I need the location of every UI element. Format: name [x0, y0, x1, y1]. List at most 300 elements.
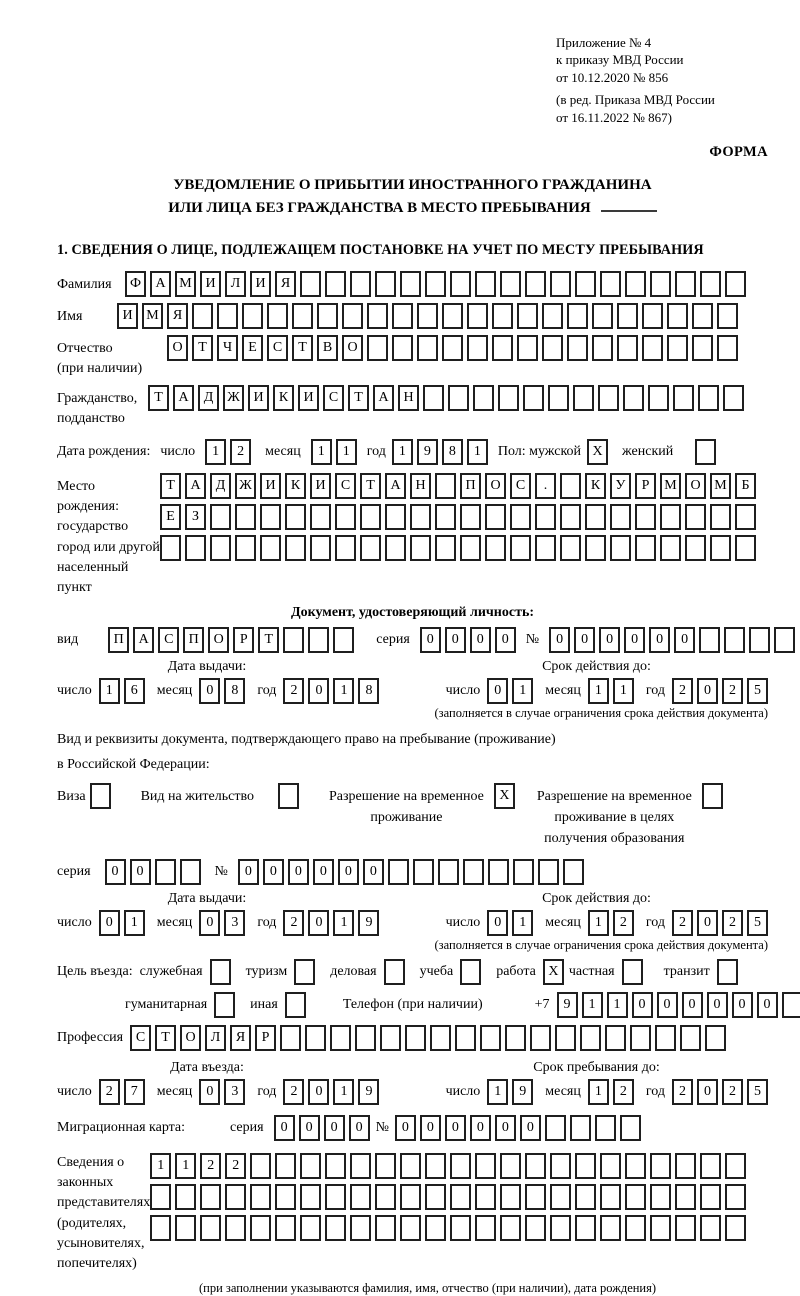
form-cell[interactable]: [385, 535, 406, 561]
form-cell[interactable]: М: [660, 473, 681, 499]
form-cell[interactable]: [417, 303, 438, 329]
form-cell[interactable]: И: [260, 473, 281, 499]
form-cell[interactable]: 9: [358, 910, 379, 936]
form-cell[interactable]: [355, 1025, 376, 1051]
form-cell[interactable]: [160, 535, 181, 561]
form-cell[interactable]: [630, 1025, 651, 1051]
form-cell[interactable]: [325, 1215, 346, 1241]
form-cell[interactable]: 0: [420, 1115, 441, 1141]
form-cell[interactable]: Д: [210, 473, 231, 499]
form-cell[interactable]: [575, 1184, 596, 1210]
form-cell[interactable]: [463, 859, 484, 885]
form-cell[interactable]: [500, 271, 521, 297]
form-cell[interactable]: [525, 1153, 546, 1179]
form-cell[interactable]: [423, 385, 444, 411]
form-cell[interactable]: Т: [192, 335, 213, 361]
form-cell[interactable]: [435, 473, 456, 499]
form-cell[interactable]: П: [108, 627, 129, 653]
form-cell[interactable]: [500, 1215, 521, 1241]
form-cell[interactable]: [724, 627, 745, 653]
form-cell[interactable]: [605, 1025, 626, 1051]
form-cell[interactable]: А: [133, 627, 154, 653]
form-cell[interactable]: С: [510, 473, 531, 499]
form-cell[interactable]: [175, 1184, 196, 1210]
form-cell[interactable]: О: [485, 473, 506, 499]
form-cell[interactable]: [480, 1025, 501, 1051]
form-cell[interactable]: [448, 385, 469, 411]
form-cell[interactable]: [225, 1215, 246, 1241]
form-cell[interactable]: [505, 1025, 526, 1051]
form-cell[interactable]: [635, 504, 656, 530]
form-cell[interactable]: 0: [470, 1115, 491, 1141]
form-cell[interactable]: 1: [607, 992, 628, 1018]
form-cell[interactable]: Д: [198, 385, 219, 411]
form-cell[interactable]: 0: [649, 627, 670, 653]
form-cell[interactable]: [425, 1153, 446, 1179]
form-cell[interactable]: Я: [230, 1025, 251, 1051]
form-cell[interactable]: [575, 1215, 596, 1241]
form-cell[interactable]: [260, 504, 281, 530]
form-cell[interactable]: [535, 504, 556, 530]
form-cell[interactable]: 0: [732, 992, 753, 1018]
form-cell[interactable]: [185, 535, 206, 561]
form-cell[interactable]: 1: [333, 1079, 354, 1105]
form-cell[interactable]: 0: [487, 910, 508, 936]
form-cell[interactable]: 0: [657, 992, 678, 1018]
form-cell[interactable]: М: [142, 303, 163, 329]
form-cell[interactable]: [210, 959, 231, 985]
form-cell[interactable]: 5: [747, 1079, 768, 1105]
form-cell[interactable]: [525, 1184, 546, 1210]
form-cell[interactable]: [550, 271, 571, 297]
form-cell[interactable]: [438, 859, 459, 885]
form-cell[interactable]: А: [185, 473, 206, 499]
form-cell[interactable]: [310, 504, 331, 530]
form-cell[interactable]: 8: [442, 439, 463, 465]
form-cell[interactable]: [592, 335, 613, 361]
form-cell[interactable]: [567, 303, 588, 329]
form-cell[interactable]: [525, 1215, 546, 1241]
form-cell[interactable]: 1: [588, 678, 609, 704]
form-cell[interactable]: [650, 1184, 671, 1210]
form-cell[interactable]: [280, 1025, 301, 1051]
form-cell[interactable]: [285, 535, 306, 561]
form-cell[interactable]: 2: [672, 1079, 693, 1105]
form-cell[interactable]: 2: [200, 1153, 221, 1179]
form-cell[interactable]: [475, 271, 496, 297]
form-cell[interactable]: [513, 859, 534, 885]
form-cell[interactable]: [442, 335, 463, 361]
form-cell[interactable]: [300, 1215, 321, 1241]
form-cell[interactable]: Л: [205, 1025, 226, 1051]
form-cell[interactable]: [473, 385, 494, 411]
form-cell[interactable]: [592, 303, 613, 329]
form-cell[interactable]: [492, 303, 513, 329]
form-cell[interactable]: [517, 303, 538, 329]
form-cell[interactable]: [650, 1153, 671, 1179]
form-cell[interactable]: [695, 439, 716, 465]
form-cell[interactable]: [667, 303, 688, 329]
form-cell[interactable]: [310, 535, 331, 561]
form-cell[interactable]: [150, 1184, 171, 1210]
form-cell[interactable]: Т: [348, 385, 369, 411]
form-cell[interactable]: [400, 1184, 421, 1210]
form-cell[interactable]: [610, 504, 631, 530]
form-cell[interactable]: И: [200, 271, 221, 297]
form-cell[interactable]: [573, 385, 594, 411]
form-cell[interactable]: 2: [283, 1079, 304, 1105]
form-cell[interactable]: [567, 335, 588, 361]
form-cell[interactable]: Т: [292, 335, 313, 361]
form-cell[interactable]: [560, 473, 581, 499]
form-cell[interactable]: 1: [392, 439, 413, 465]
form-cell[interactable]: С: [323, 385, 344, 411]
form-cell[interactable]: [384, 959, 405, 985]
form-cell[interactable]: [642, 303, 663, 329]
form-cell[interactable]: [710, 535, 731, 561]
form-cell[interactable]: [342, 303, 363, 329]
form-cell[interactable]: 5: [747, 678, 768, 704]
form-cell[interactable]: А: [150, 271, 171, 297]
form-cell[interactable]: [560, 535, 581, 561]
form-cell[interactable]: А: [173, 385, 194, 411]
form-cell[interactable]: [675, 1215, 696, 1241]
form-cell[interactable]: Р: [635, 473, 656, 499]
form-cell[interactable]: И: [250, 271, 271, 297]
form-cell[interactable]: [600, 1153, 621, 1179]
form-cell[interactable]: [150, 1215, 171, 1241]
form-cell[interactable]: Р: [233, 627, 254, 653]
form-cell[interactable]: [375, 271, 396, 297]
form-cell[interactable]: [585, 504, 606, 530]
form-cell[interactable]: 1: [588, 1079, 609, 1105]
form-cell[interactable]: 0: [470, 627, 491, 653]
form-cell[interactable]: [625, 1153, 646, 1179]
form-cell[interactable]: [548, 385, 569, 411]
form-cell[interactable]: 2: [672, 678, 693, 704]
form-cell[interactable]: [635, 535, 656, 561]
form-cell[interactable]: [675, 1153, 696, 1179]
form-cell[interactable]: [735, 535, 756, 561]
form-cell[interactable]: 0: [308, 678, 329, 704]
form-cell[interactable]: [283, 627, 304, 653]
form-cell[interactable]: М: [710, 473, 731, 499]
form-cell[interactable]: [375, 1153, 396, 1179]
form-cell[interactable]: [155, 859, 176, 885]
form-cell[interactable]: [467, 303, 488, 329]
form-cell[interactable]: 0: [495, 1115, 516, 1141]
form-cell[interactable]: [500, 1184, 521, 1210]
form-cell[interactable]: [392, 303, 413, 329]
form-cell[interactable]: 0: [757, 992, 778, 1018]
form-cell[interactable]: 0: [599, 627, 620, 653]
form-cell[interactable]: 5: [747, 910, 768, 936]
form-cell[interactable]: [692, 303, 713, 329]
form-cell[interactable]: [180, 859, 201, 885]
form-cell[interactable]: [192, 303, 213, 329]
form-cell[interactable]: [435, 535, 456, 561]
form-cell[interactable]: [702, 783, 723, 809]
form-cell[interactable]: [735, 504, 756, 530]
form-cell[interactable]: 1: [336, 439, 357, 465]
form-cell[interactable]: [698, 385, 719, 411]
form-cell[interactable]: [350, 1215, 371, 1241]
form-cell[interactable]: [275, 1215, 296, 1241]
form-cell[interactable]: [725, 1153, 746, 1179]
form-cell[interactable]: 9: [557, 992, 578, 1018]
form-cell[interactable]: [375, 1184, 396, 1210]
form-cell[interactable]: [660, 535, 681, 561]
form-cell[interactable]: 0: [199, 910, 220, 936]
form-cell[interactable]: 0: [674, 627, 695, 653]
form-cell[interactable]: [725, 1184, 746, 1210]
form-cell[interactable]: [485, 535, 506, 561]
form-cell[interactable]: 0: [199, 678, 220, 704]
form-cell[interactable]: [260, 535, 281, 561]
form-cell[interactable]: [405, 1025, 426, 1051]
form-cell[interactable]: [335, 535, 356, 561]
form-cell[interactable]: [475, 1153, 496, 1179]
form-cell[interactable]: [620, 1115, 641, 1141]
form-cell[interactable]: [550, 1153, 571, 1179]
form-cell[interactable]: 0: [199, 1079, 220, 1105]
form-cell[interactable]: [717, 335, 738, 361]
form-cell[interactable]: [782, 992, 800, 1018]
form-cell[interactable]: Ч: [217, 335, 238, 361]
form-cell[interactable]: Т: [148, 385, 169, 411]
form-cell[interactable]: 2: [672, 910, 693, 936]
form-cell[interactable]: [570, 1115, 591, 1141]
form-cell[interactable]: 1: [613, 678, 634, 704]
form-cell[interactable]: Я: [275, 271, 296, 297]
form-cell[interactable]: [617, 335, 638, 361]
form-cell[interactable]: [525, 271, 546, 297]
form-cell[interactable]: [685, 535, 706, 561]
form-cell[interactable]: [333, 627, 354, 653]
form-cell[interactable]: [250, 1184, 271, 1210]
form-cell[interactable]: [450, 271, 471, 297]
form-cell[interactable]: [538, 859, 559, 885]
form-cell[interactable]: Н: [410, 473, 431, 499]
form-cell[interactable]: [380, 1025, 401, 1051]
form-cell[interactable]: 1: [333, 678, 354, 704]
form-cell[interactable]: [717, 303, 738, 329]
form-cell[interactable]: [217, 303, 238, 329]
form-cell[interactable]: [400, 1215, 421, 1241]
form-cell[interactable]: 2: [613, 910, 634, 936]
form-cell[interactable]: О: [180, 1025, 201, 1051]
form-cell[interactable]: [460, 535, 481, 561]
form-cell[interactable]: [675, 271, 696, 297]
form-cell[interactable]: А: [373, 385, 394, 411]
form-cell[interactable]: [413, 859, 434, 885]
form-cell[interactable]: [335, 504, 356, 530]
form-cell[interactable]: 2: [99, 1079, 120, 1105]
form-cell[interactable]: [175, 1215, 196, 1241]
form-cell[interactable]: [325, 271, 346, 297]
form-cell[interactable]: [214, 992, 235, 1018]
form-cell[interactable]: 0: [697, 910, 718, 936]
form-cell[interactable]: [305, 1025, 326, 1051]
form-cell[interactable]: [625, 1215, 646, 1241]
form-cell[interactable]: [360, 535, 381, 561]
form-cell[interactable]: [535, 535, 556, 561]
form-cell[interactable]: [575, 271, 596, 297]
form-cell[interactable]: С: [335, 473, 356, 499]
form-cell[interactable]: [655, 1025, 676, 1051]
form-cell[interactable]: [705, 1025, 726, 1051]
form-cell[interactable]: 0: [338, 859, 359, 885]
form-cell[interactable]: [660, 504, 681, 530]
form-cell[interactable]: [200, 1184, 221, 1210]
form-cell[interactable]: 2: [722, 1079, 743, 1105]
form-cell[interactable]: 1: [512, 678, 533, 704]
form-cell[interactable]: 3: [224, 1079, 245, 1105]
form-cell[interactable]: [667, 335, 688, 361]
form-cell[interactable]: [555, 1025, 576, 1051]
form-cell[interactable]: 7: [124, 1079, 145, 1105]
form-cell[interactable]: Т: [258, 627, 279, 653]
form-cell[interactable]: [235, 504, 256, 530]
form-cell[interactable]: К: [273, 385, 294, 411]
form-cell[interactable]: [475, 1184, 496, 1210]
form-cell[interactable]: 0: [487, 678, 508, 704]
form-cell[interactable]: Т: [155, 1025, 176, 1051]
form-cell[interactable]: [523, 385, 544, 411]
form-cell[interactable]: [400, 1153, 421, 1179]
form-cell[interactable]: Т: [160, 473, 181, 499]
form-cell[interactable]: [235, 535, 256, 561]
form-cell[interactable]: [450, 1215, 471, 1241]
form-cell[interactable]: [598, 385, 619, 411]
form-cell[interactable]: [650, 271, 671, 297]
form-cell[interactable]: [542, 335, 563, 361]
form-cell[interactable]: М: [175, 271, 196, 297]
form-cell[interactable]: [492, 335, 513, 361]
form-cell[interactable]: 2: [613, 1079, 634, 1105]
form-cell[interactable]: П: [460, 473, 481, 499]
form-cell[interactable]: 3: [224, 910, 245, 936]
form-cell[interactable]: [563, 859, 584, 885]
form-cell[interactable]: .: [535, 473, 556, 499]
form-cell[interactable]: [717, 959, 738, 985]
form-cell[interactable]: [680, 1025, 701, 1051]
form-cell[interactable]: [510, 504, 531, 530]
form-cell[interactable]: [210, 535, 231, 561]
form-cell[interactable]: 2: [283, 910, 304, 936]
form-cell[interactable]: [700, 1153, 721, 1179]
form-cell[interactable]: [700, 1184, 721, 1210]
form-cell[interactable]: [498, 385, 519, 411]
form-cell[interactable]: 0: [495, 627, 516, 653]
form-cell[interactable]: [435, 504, 456, 530]
form-cell[interactable]: [710, 504, 731, 530]
form-cell[interactable]: Ж: [235, 473, 256, 499]
form-cell[interactable]: 0: [299, 1115, 320, 1141]
form-cell[interactable]: [300, 1184, 321, 1210]
form-cell[interactable]: Л: [225, 271, 246, 297]
form-cell[interactable]: [488, 859, 509, 885]
form-cell[interactable]: [685, 504, 706, 530]
form-cell[interactable]: В: [317, 335, 338, 361]
form-cell[interactable]: [749, 627, 770, 653]
form-cell[interactable]: 0: [105, 859, 126, 885]
form-cell[interactable]: [285, 992, 306, 1018]
form-cell[interactable]: [278, 783, 299, 809]
form-cell[interactable]: [723, 385, 744, 411]
form-cell[interactable]: О: [167, 335, 188, 361]
form-cell[interactable]: [385, 504, 406, 530]
form-cell[interactable]: 0: [697, 1079, 718, 1105]
form-cell[interactable]: 0: [324, 1115, 345, 1141]
form-cell[interactable]: [692, 335, 713, 361]
form-cell[interactable]: Н: [398, 385, 419, 411]
form-cell[interactable]: Я: [167, 303, 188, 329]
form-cell[interactable]: Е: [160, 504, 181, 530]
form-cell[interactable]: [455, 1025, 476, 1051]
form-cell[interactable]: 0: [363, 859, 384, 885]
form-cell[interactable]: А: [385, 473, 406, 499]
form-cell[interactable]: [725, 1215, 746, 1241]
form-cell[interactable]: 0: [682, 992, 703, 1018]
form-cell[interactable]: [285, 504, 306, 530]
form-cell[interactable]: 1: [311, 439, 332, 465]
form-cell[interactable]: [450, 1184, 471, 1210]
form-cell[interactable]: 0: [349, 1115, 370, 1141]
form-cell[interactable]: [517, 335, 538, 361]
form-cell[interactable]: [625, 1184, 646, 1210]
form-cell[interactable]: [450, 1153, 471, 1179]
form-cell[interactable]: 1: [512, 910, 533, 936]
form-cell[interactable]: [300, 271, 321, 297]
form-cell[interactable]: З: [185, 504, 206, 530]
form-cell[interactable]: [600, 1215, 621, 1241]
form-cell[interactable]: 0: [274, 1115, 295, 1141]
form-cell[interactable]: [699, 627, 720, 653]
form-cell[interactable]: 2: [225, 1153, 246, 1179]
form-cell[interactable]: И: [298, 385, 319, 411]
form-cell[interactable]: [550, 1184, 571, 1210]
form-cell[interactable]: К: [585, 473, 606, 499]
form-cell[interactable]: [388, 859, 409, 885]
form-cell[interactable]: [350, 1153, 371, 1179]
form-cell[interactable]: [642, 335, 663, 361]
form-cell[interactable]: Б: [735, 473, 756, 499]
form-cell[interactable]: [467, 335, 488, 361]
form-cell[interactable]: [410, 504, 431, 530]
form-cell[interactable]: 0: [288, 859, 309, 885]
form-cell[interactable]: О: [342, 335, 363, 361]
form-cell[interactable]: [625, 271, 646, 297]
form-cell[interactable]: 2: [722, 678, 743, 704]
form-cell[interactable]: [425, 1184, 446, 1210]
form-cell[interactable]: [650, 1215, 671, 1241]
form-cell[interactable]: 1: [333, 910, 354, 936]
form-cell[interactable]: Ф: [125, 271, 146, 297]
form-cell[interactable]: X: [543, 959, 564, 985]
form-cell[interactable]: [300, 1153, 321, 1179]
form-cell[interactable]: [360, 504, 381, 530]
form-cell[interactable]: [225, 1184, 246, 1210]
form-cell[interactable]: [375, 1215, 396, 1241]
form-cell[interactable]: [367, 303, 388, 329]
form-cell[interactable]: 2: [283, 678, 304, 704]
form-cell[interactable]: [367, 335, 388, 361]
form-cell[interactable]: [460, 504, 481, 530]
form-cell[interactable]: [275, 1184, 296, 1210]
form-cell[interactable]: [542, 303, 563, 329]
form-cell[interactable]: 1: [588, 910, 609, 936]
